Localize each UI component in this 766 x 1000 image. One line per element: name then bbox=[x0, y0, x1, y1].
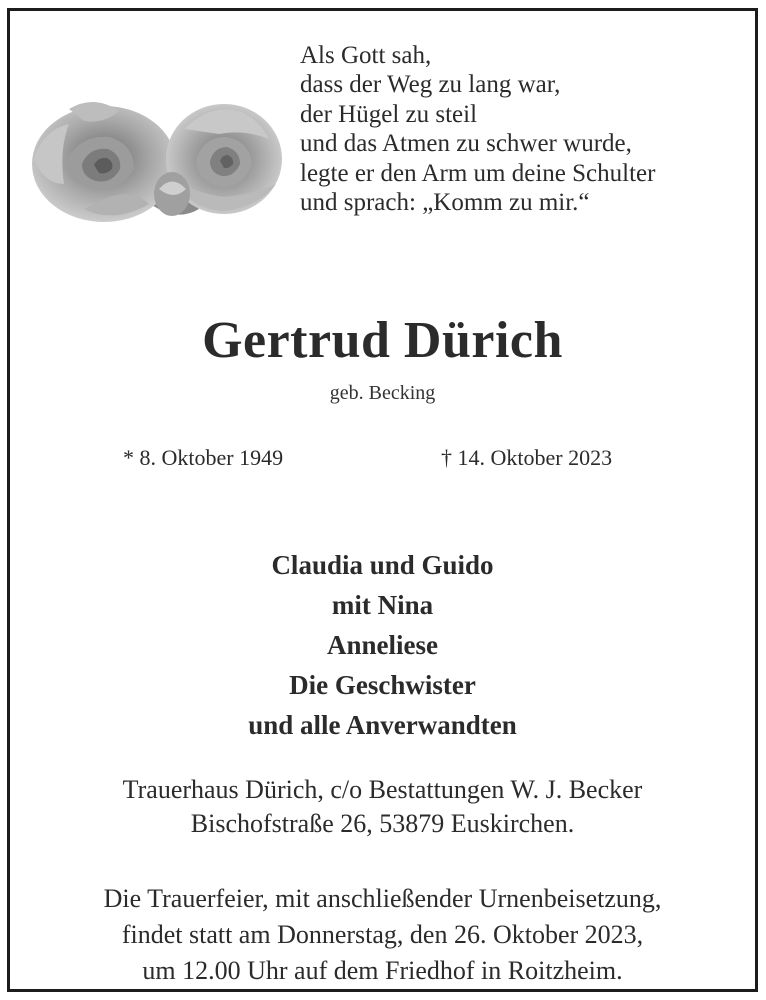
ceremony-line: um 12.00 Uhr auf dem Friedhof in Roitzheim. bbox=[142, 956, 623, 985]
poem-line: dass der Weg zu lang war, bbox=[300, 71, 561, 99]
mourner: Die Geschwister bbox=[289, 670, 476, 700]
birth-date: * 8. Oktober 1949 bbox=[123, 445, 284, 470]
poem-line: und das Atmen zu schwer wurde, bbox=[300, 130, 632, 158]
mourner: und alle Anverwandten bbox=[248, 710, 517, 740]
poem-line: legte er den Arm um deine Schulter bbox=[300, 159, 656, 187]
address-line: Trauerhaus Dürich, c/o Bestattungen W. J. Becker bbox=[122, 775, 643, 804]
poem bbox=[300, 41, 750, 217]
deceased-name: Gertrud Dürich bbox=[202, 312, 563, 369]
mourner: mit Nina bbox=[331, 590, 434, 620]
poem-line: und sprach: „Komm zu mir.“ bbox=[300, 189, 590, 217]
ceremony-info bbox=[10, 881, 755, 989]
roses-icon bbox=[24, 89, 284, 234]
maiden-name: geb. Becking bbox=[329, 382, 436, 404]
obituary-frame bbox=[7, 8, 758, 992]
mourning-address bbox=[10, 773, 755, 841]
ceremony-line: findet statt am Donnerstag, den 26. Oktober 2023, bbox=[121, 920, 644, 949]
mourner: Anneliese bbox=[327, 630, 438, 660]
mourners-list bbox=[10, 545, 755, 745]
ceremony-line: Die Trauerfeier, mit anschließender Urnenbeisetzung, bbox=[103, 884, 662, 913]
poem-line: der Hügel zu steil bbox=[300, 100, 478, 128]
death-date: † 14. Oktober 2023 bbox=[441, 445, 613, 470]
poem-line: Als Gott sah, bbox=[300, 42, 432, 69]
address-line: Bischofstraße 26, 53879 Euskirchen. bbox=[190, 809, 575, 838]
mourner: Claudia und Guido bbox=[271, 550, 494, 580]
